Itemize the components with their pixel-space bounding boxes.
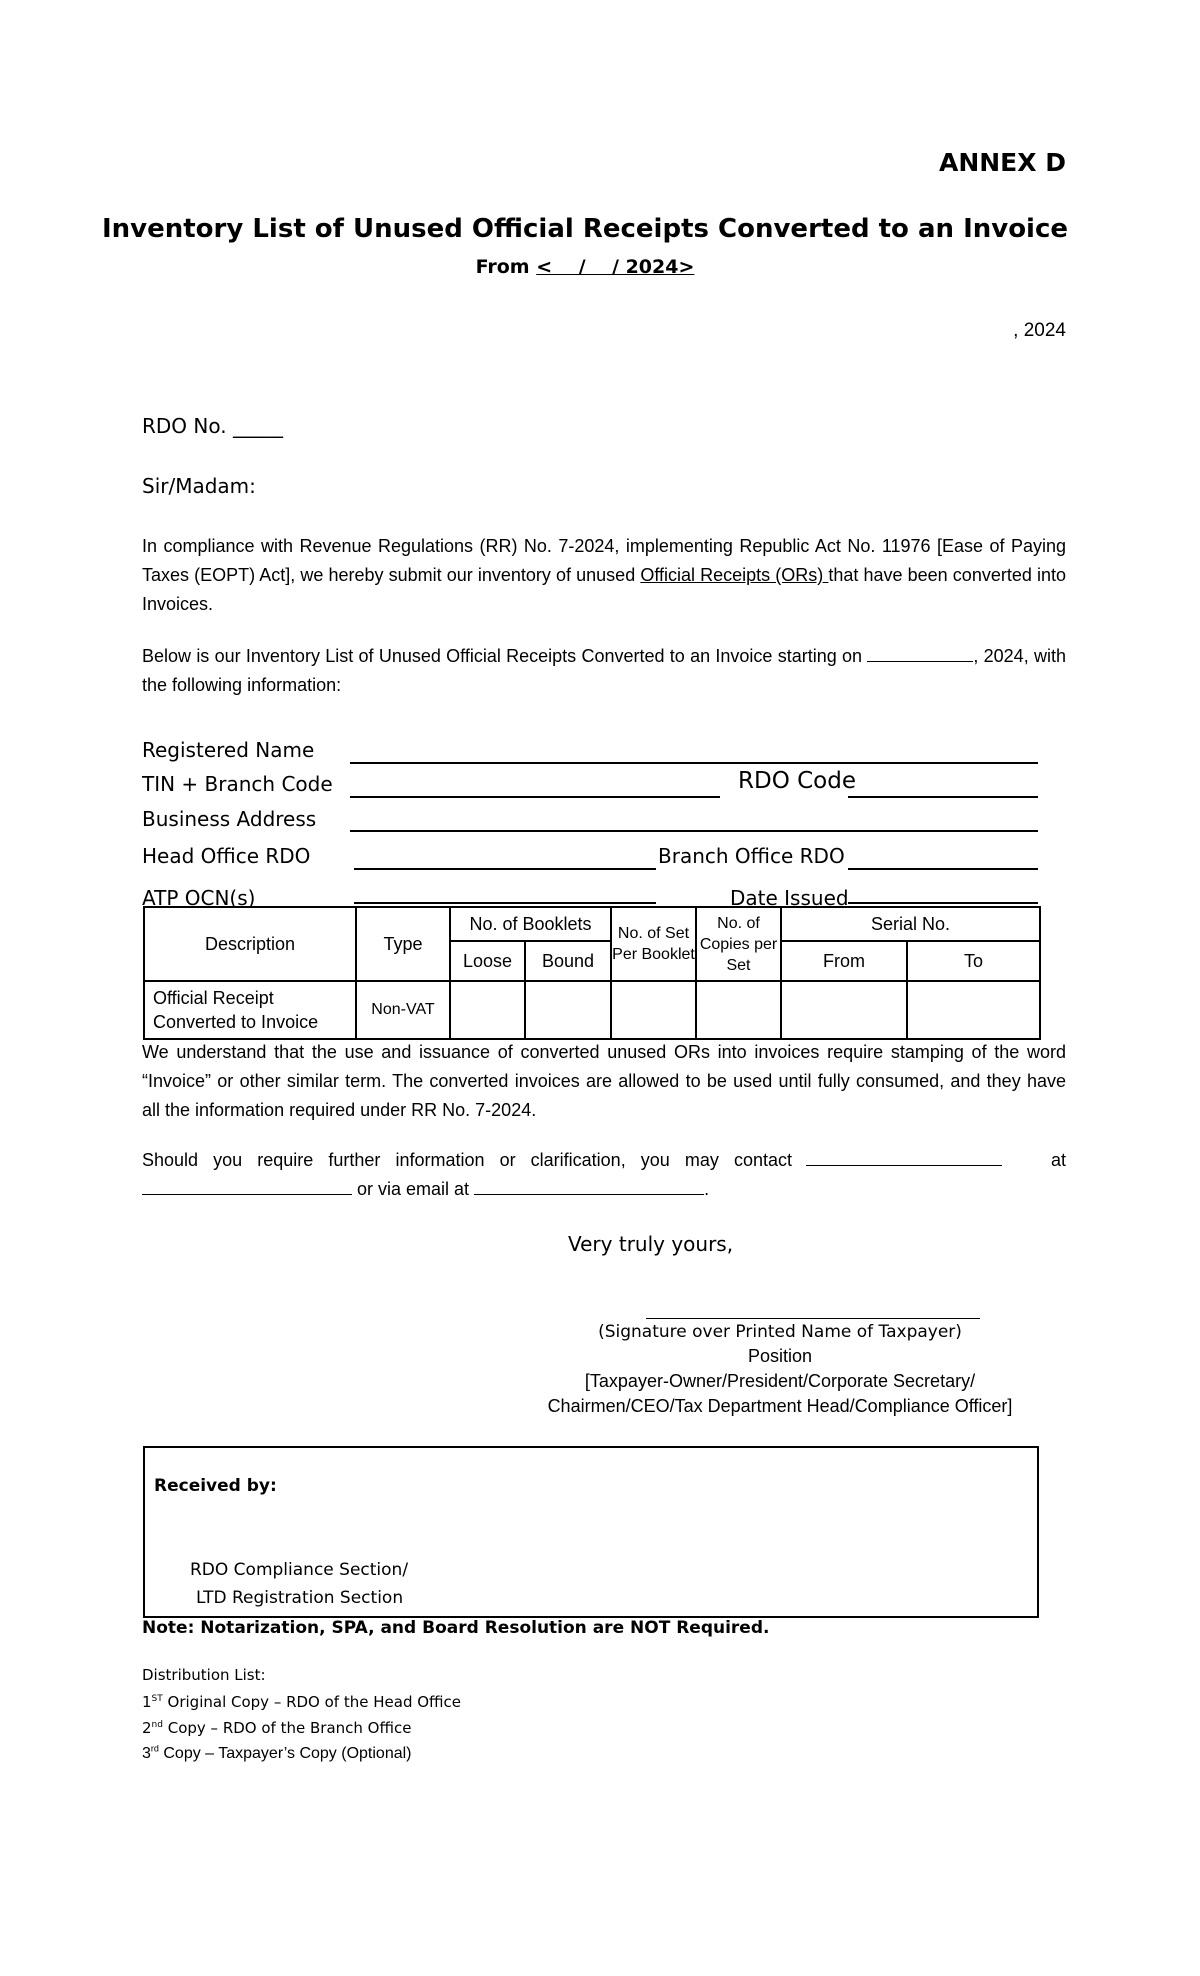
cell-bound[interactable] bbox=[525, 981, 611, 1039]
branch-office-rdo-field[interactable] bbox=[848, 868, 1038, 870]
registered-name-field[interactable] bbox=[350, 762, 1038, 764]
note-text: Note: Notarization, SPA, and Board Resolution are NOT Required. bbox=[142, 1618, 770, 1638]
rdo-code-field[interactable] bbox=[848, 796, 1038, 798]
official-receipts-text: Official Receipts (ORs) bbox=[640, 565, 829, 585]
business-address-label: Business Address bbox=[142, 807, 317, 831]
atp-ocn-field[interactable] bbox=[354, 902, 656, 904]
understanding-paragraph: We understand that the use and issuance of converted unused ORs into invoices require stamping of the word “Invoice” or other similar term. The converted invoices are allowed to be used until fully consumed, and they have all the information required under RR No. 7-2024. bbox=[142, 1042, 1066, 1120]
dist1-text: Original Copy – RDO of the Head Office bbox=[162, 1693, 462, 1711]
inventory-table bbox=[143, 906, 1041, 1040]
rdo-number: RDO No. _____ bbox=[142, 414, 283, 438]
dist3-num: 3 bbox=[142, 1745, 151, 1762]
header-copies-per-set: No. of Copies per Set bbox=[696, 907, 781, 981]
para1-text-a: In compliance with Revenue Regulations (RR) No. 7-2024, implementing Republic Act No. 11976 [Ease of Paying Taxes (EOPT) Act], we hereby submit our inventory of unused bbox=[142, 536, 1066, 585]
para4-text-a: Should you require further information or clarification, you may contact bbox=[142, 1150, 792, 1170]
row-description: Official Receipt Converted to Invoice bbox=[144, 981, 356, 1039]
inventory-intro-paragraph bbox=[142, 642, 1066, 700]
head-office-rdo-field[interactable] bbox=[354, 868, 656, 870]
head-office-rdo-label: Head Office RDO bbox=[142, 844, 311, 868]
closing-greeting: Very truly yours, bbox=[568, 1232, 734, 1256]
roles-line-2: Chairmen/CEO/Tax Department Head/Compliance Officer] bbox=[547, 1396, 1013, 1416]
dist1-num: 1 bbox=[142, 1693, 152, 1711]
from-period bbox=[60, 256, 1110, 278]
para4-at: at bbox=[1050, 1150, 1066, 1170]
header-from: From bbox=[781, 941, 907, 981]
atp-ocn-label: ATP OCN(s) bbox=[142, 886, 256, 910]
cell-set-per-booklet[interactable] bbox=[611, 981, 696, 1039]
para4-text-b: or via email at bbox=[357, 1179, 470, 1199]
para2-text-b: , 2024, with the following information: bbox=[142, 646, 1066, 695]
distribution-item-1 bbox=[142, 1693, 461, 1711]
cell-loose[interactable] bbox=[450, 981, 525, 1039]
tin-branch-label: TIN + Branch Code bbox=[142, 772, 333, 796]
registered-name-label: Registered Name bbox=[142, 738, 315, 762]
header-to: To bbox=[907, 941, 1040, 981]
rdo-code-label: RDO Code bbox=[738, 768, 856, 794]
received-section-line-2: LTD Registration Section bbox=[196, 1588, 404, 1608]
page-title: Inventory List of Unused Official Receipts Converted to an Invoice bbox=[101, 214, 1069, 244]
contact-email-blank[interactable] bbox=[474, 1178, 704, 1195]
business-address-field[interactable] bbox=[350, 830, 1038, 832]
row-type: Non-VAT bbox=[356, 981, 450, 1039]
received-by-label: Received by: bbox=[154, 1476, 277, 1496]
header-type: Type bbox=[356, 907, 450, 981]
dist3-sup: rd bbox=[150, 1743, 159, 1754]
received-section-line-1: RDO Compliance Section/ bbox=[190, 1560, 409, 1580]
header-description: Description bbox=[144, 907, 356, 981]
para1-text-b: that have been converted into Invoices. bbox=[142, 565, 1066, 614]
header-serial-no: Serial No. bbox=[781, 907, 1040, 941]
header-bound: Bound bbox=[525, 941, 611, 981]
branch-office-rdo-label: Branch Office RDO bbox=[658, 844, 845, 868]
distribution-title: Distribution List: bbox=[142, 1666, 266, 1684]
para4-end: . bbox=[704, 1179, 710, 1199]
distribution-item-3 bbox=[142, 1745, 412, 1763]
dist3-text: Copy – Taxpayer’s Copy (Optional) bbox=[158, 1745, 412, 1762]
table-row bbox=[144, 981, 1040, 1039]
contact-person-blank[interactable] bbox=[806, 1149, 1002, 1166]
dist2-num: 2 bbox=[142, 1719, 152, 1737]
header-booklets: No. of Booklets bbox=[450, 907, 611, 941]
letter-date: , 2024 bbox=[1013, 320, 1066, 341]
contact-number-blank[interactable] bbox=[142, 1178, 352, 1195]
distribution-item-2 bbox=[142, 1719, 411, 1737]
date-issued-label: Date Issued bbox=[730, 886, 849, 910]
salutation: Sir/Madam: bbox=[142, 474, 256, 498]
start-date-blank[interactable] bbox=[867, 645, 973, 662]
dist2-sup: nd bbox=[151, 1720, 163, 1730]
tin-branch-field[interactable] bbox=[350, 796, 720, 798]
from-value: < / / 2024> bbox=[536, 256, 695, 278]
position-label: Position bbox=[747, 1346, 813, 1366]
compliance-paragraph bbox=[142, 532, 1066, 619]
annex-label: ANNEX D bbox=[938, 148, 1066, 177]
dist1-sup: ST bbox=[151, 1694, 163, 1704]
from-label: From bbox=[475, 256, 530, 278]
contact-paragraph bbox=[142, 1146, 1066, 1204]
cell-copies-per-set[interactable] bbox=[696, 981, 781, 1039]
cell-serial-to[interactable] bbox=[907, 981, 1040, 1039]
signature-line[interactable] bbox=[646, 1318, 980, 1319]
header-set-per-booklet: No. of Set Per Booklet bbox=[611, 907, 696, 981]
header-loose: Loose bbox=[450, 941, 525, 981]
signature-caption: (Signature over Printed Name of Taxpayer) bbox=[598, 1322, 962, 1342]
para2-text-a: Below is our Inventory List of Unused Official Receipts Converted to an Invoice starting on bbox=[142, 646, 863, 666]
date-issued-field[interactable] bbox=[848, 902, 1038, 904]
dist2-text: Copy – RDO of the Branch Office bbox=[162, 1719, 412, 1737]
cell-serial-from[interactable] bbox=[781, 981, 907, 1039]
roles-line-1: [Taxpayer-Owner/President/Corporate Secretary/ bbox=[584, 1371, 976, 1391]
